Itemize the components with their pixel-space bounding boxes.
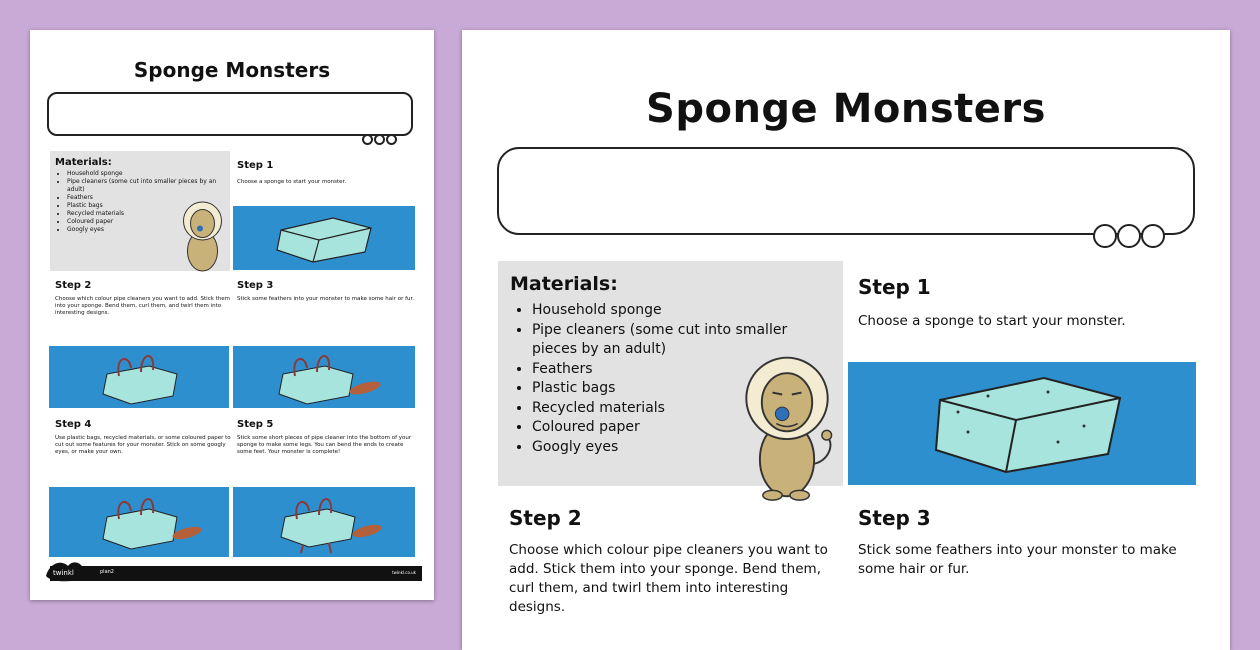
step2-text: Choose which colour pipe cleaners you want to add. Stick them into your sponge. Bend them, curl them, and twirl them into interesting designs. [509, 542, 828, 615]
lion-illustration [175, 196, 230, 276]
step1-image [848, 362, 1196, 485]
list-item: • Pipe cleaners (some cut into smaller pieces by an adult) [67, 178, 230, 194]
step1-heading: Step 1 [858, 275, 931, 299]
small-step2-text: Choose which colour pipe cleaners you want to add. Stick them into your sponge. Bend them, curl them, and twirl them into interesting designs. [55, 296, 231, 316]
name-box-circles [1093, 224, 1165, 252]
list-item: • Recycled materials [67, 210, 230, 218]
small-step5-heading: Step 5 [237, 419, 274, 430]
step3-text: Stick some feathers into your monster to make some hair or fur. [858, 542, 1177, 577]
list-item: • Pipe cleaners (some cut into smaller pieces by an adult) [532, 321, 832, 360]
list-item: • Plastic bags [532, 379, 832, 399]
list-item: • Coloured paper [67, 218, 230, 226]
small-step2-heading: Step 2 [55, 280, 92, 291]
small-materials-heading: Materials: [55, 157, 112, 168]
list-item: • Googly eyes [67, 226, 230, 234]
sponge-monster-legs-icon [233, 487, 415, 557]
twinkl-logo [44, 556, 88, 584]
name-box [497, 147, 1195, 235]
materials-heading: Materials: [510, 273, 618, 295]
small-materials-panel [50, 151, 230, 271]
small-step3-text: Stick some feathers into your monster to make some hair or fur. [237, 296, 415, 302]
step1-text: Choose a sponge to start your monster. [858, 313, 1126, 329]
page-title: Sponge Monsters [646, 86, 1046, 132]
small-step5-text: Stick some short pieces of pipe cleaner into the bottom of your sponge to make some legs. You can bend the ends to create some feet. Your monster is complete! [237, 435, 412, 455]
footer-code: plan2 [100, 569, 114, 575]
list-item: • Feathers [67, 194, 230, 202]
small-name-box [47, 92, 413, 136]
small-step3-image [233, 346, 415, 408]
small-step1-text: Choose a sponge to start your monster. [237, 179, 347, 185]
footer-note: twinkl.co.uk [392, 570, 416, 575]
list-item: • Googly eyes [532, 438, 832, 458]
small-name-box-circles [362, 130, 398, 149]
lion-illustration [732, 348, 842, 503]
small-step4-image [49, 487, 229, 557]
list-item: • Recycled materials [532, 399, 832, 419]
small-step2-image [49, 346, 229, 408]
list-item: • Feathers [532, 360, 832, 380]
small-title: Sponge Monsters [133, 58, 331, 82]
sponge-icon [848, 362, 1196, 485]
step2-heading: Step 2 [509, 506, 582, 530]
small-step4-heading: Step 4 [55, 419, 92, 430]
worksheet-thumbnail [30, 30, 434, 600]
small-step4-text: Use plastic bags, recycled materials, or some coloured paper to cut out some features for your monster. Stick on some googly eyes, or make your own. [55, 435, 231, 455]
small-step3-heading: Step 3 [237, 280, 274, 291]
small-step1-heading: Step 1 [237, 160, 274, 171]
list-item: • Household sponge [67, 170, 230, 178]
list-item: • Coloured paper [532, 418, 832, 438]
sponge-monster-icon [49, 487, 229, 557]
small-step5-image [233, 487, 415, 557]
worksheet-detail [462, 30, 1230, 650]
small-footer-bar [50, 566, 422, 581]
step3-heading: Step 3 [858, 506, 931, 530]
list-item: • Plastic bags [67, 202, 230, 210]
sponge-icon [233, 206, 415, 270]
sponge-pipe-cleaners-icon [49, 346, 229, 408]
small-step1-image [233, 206, 415, 270]
sponge-feathers-icon [233, 346, 415, 408]
logo-text: twinkl [53, 569, 74, 577]
list-item: • Household sponge [532, 301, 832, 321]
